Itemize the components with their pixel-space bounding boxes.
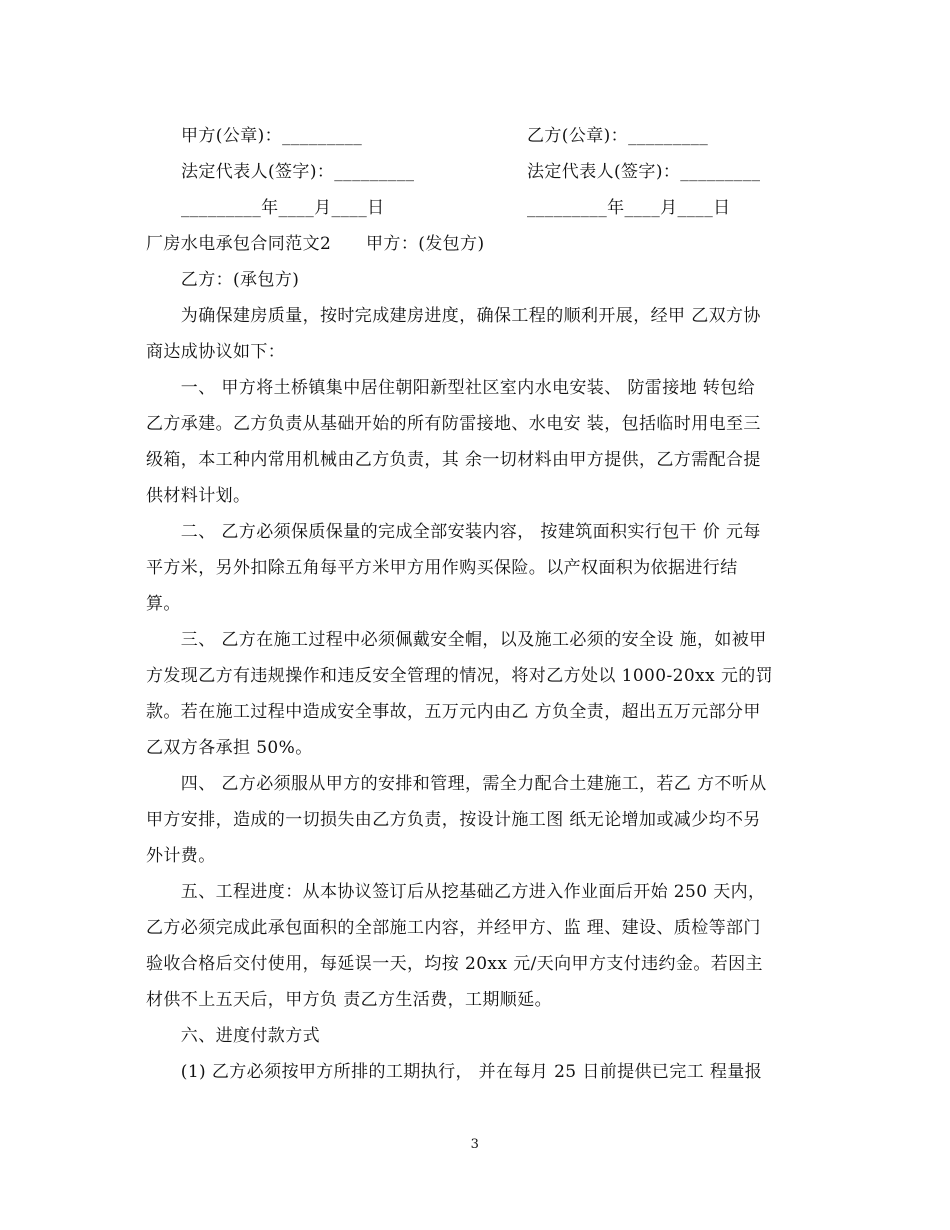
body-line: 乙方必须完成此承包面积的全部施工内容，并经甲方、监 理、建设、质检等部门 (146, 918, 761, 938)
body-line: 级箱，本工种内常用机械由乙方负责，其 余一切材料由甲方提供，乙方需配合提 (146, 450, 761, 470)
party-b-representative: 法定代表人(签字)：_________ (527, 162, 761, 182)
party-b-seal: 乙方(公章)：_________ (527, 126, 709, 146)
body-line: 为确保建房质量，按时完成建房进度，确保工程的顺利开展，经甲 乙双方协 (146, 306, 761, 326)
body-line: 三、 乙方在施工过程中必须佩戴安全帽，以及施工必须的安全设 施，如被甲 (146, 630, 767, 650)
body-line: 供材料计划。 (146, 486, 251, 506)
body-line: 款。若在施工过程中造成安全事故，五万元内由乙 方负全责，超出五万元部分甲 (146, 702, 761, 722)
body-line: 一、 甲方将土桥镇集中居住朝阳新型社区室内水电安装、 防雷接地 转包给 (146, 378, 756, 398)
body-line: 方发现乙方有违规操作和违反安全管理的情况，将对乙方处以 1000-20xx 元的罚 (146, 666, 774, 686)
body-line: 五、工程进度：从本协议签订后从挖基础乙方进入作业面后开始 250 天内， (146, 882, 766, 902)
body-line: 二、 乙方必须保质保量的完成全部安装内容， 按建筑面积实行包干 价 元每 (146, 522, 761, 542)
party-b-date: _________年____月____日 (527, 198, 731, 218)
body-line: (1) 乙方必须按甲方所排的工期执行， 并在每月 25 日前提供已完工 程量报 (146, 1062, 763, 1082)
party-a-seal: 甲方(公章)：_________ (181, 126, 363, 146)
body-line: 六、进度付款方式 (146, 1026, 320, 1046)
party-a-representative: 法定代表人(签字)：_________ (181, 162, 415, 182)
body-line: 商达成协议如下： (146, 342, 286, 362)
body-line: 乙双方各承担 50%。 (146, 738, 313, 758)
body-line: 验收合格后交付使用，每延误一天，均按 20xx 元/天向甲方支付违约金。若因主 (146, 954, 763, 974)
body-line: 外计费。 (146, 846, 216, 866)
section-title: 厂房水电承包合同范文2 甲方：(发包方) (146, 234, 485, 254)
body-line: 平方米，另外扣除五角每平方米甲方用作购买保险。以产权面积为依据进行结 (146, 558, 738, 578)
body-line: 四、 乙方必须服从甲方的安排和管理，需全力配合土建施工，若乙 方不听从 (146, 774, 767, 794)
body-line: 甲方安排，造成的一切损失由乙方负责，按设计施工图 纸无论增加或减少均不另 (146, 810, 761, 830)
body-line: 算。 (146, 594, 181, 614)
body-line: 乙方：(承包方) (146, 270, 300, 290)
page-number: 3 (470, 1137, 480, 1152)
body-line: 材供不上五天后，甲方负 责乙方生活费，工期顺延。 (146, 990, 553, 1010)
body-line: 乙方承建。乙方负责从基础开始的所有防雷接地、水电安 装，包括临时用电至三 (146, 414, 761, 434)
party-a-date: _________年____月____日 (181, 198, 385, 218)
